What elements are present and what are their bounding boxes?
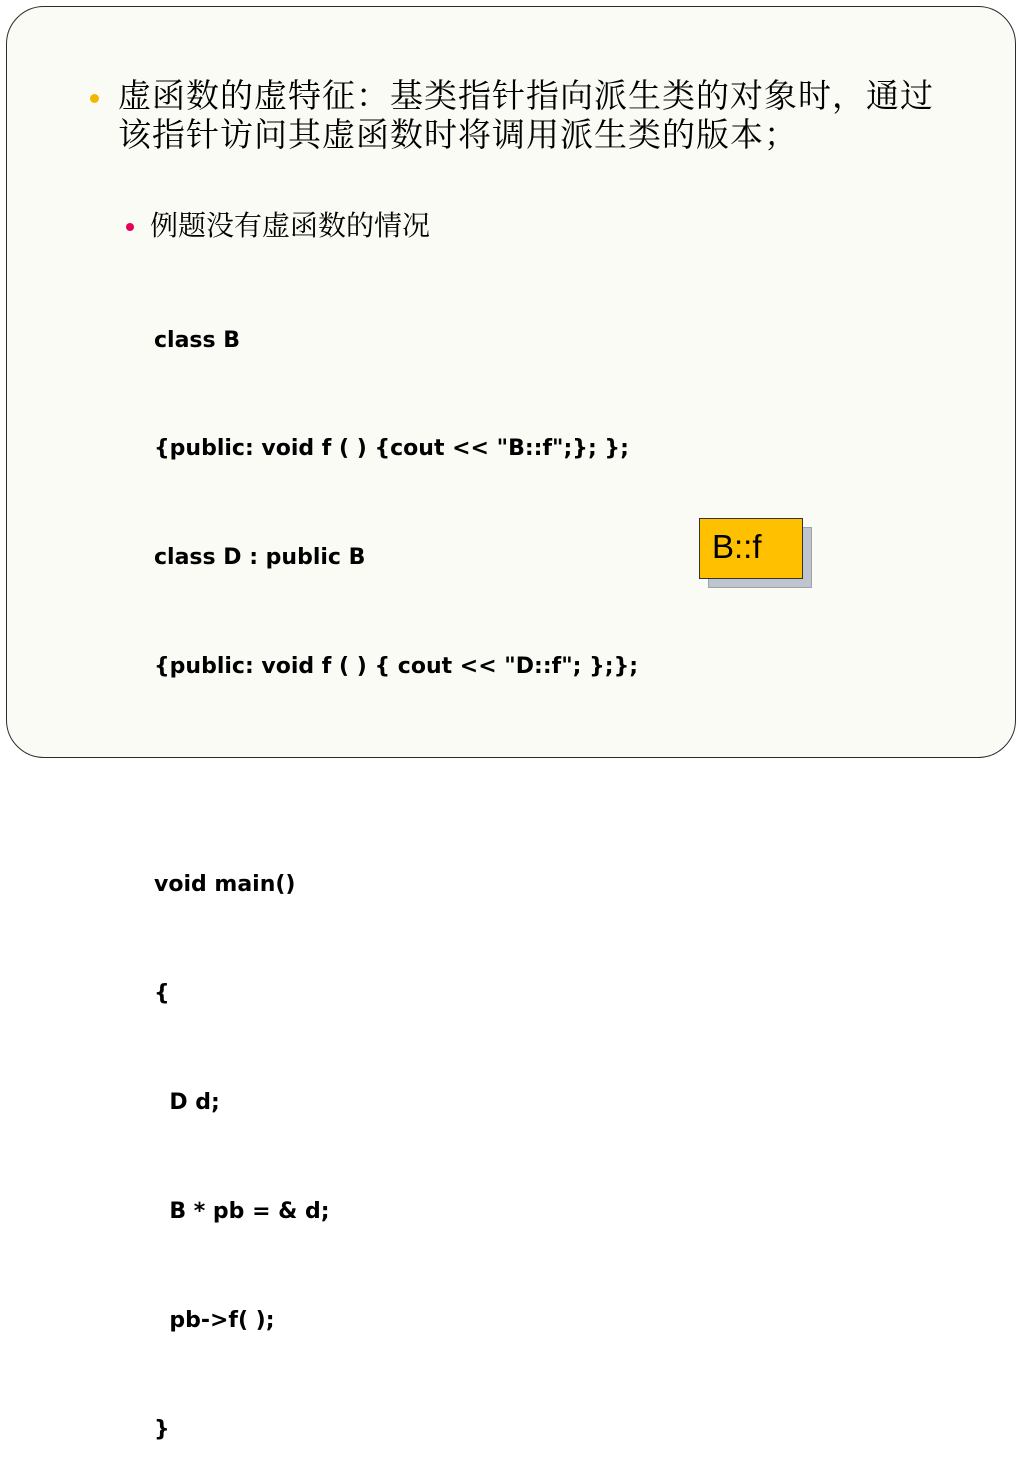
code-line: { — [154, 980, 170, 1006]
code-line: {public: void f ( ) {cout << "B::f";}; }; — [154, 436, 629, 462]
sub-bullet-text: 例题没有虚函数的情况 — [150, 209, 431, 242]
code-line: D d; — [154, 1089, 220, 1115]
code-line-blank — [154, 758, 638, 794]
code-block — [154, 250, 638, 1484]
code-line: class D : public B — [154, 545, 366, 571]
sub-bullet-dot-icon — [126, 223, 134, 231]
sub-bullet-example — [126, 209, 826, 243]
code-line: } — [154, 1416, 170, 1442]
code-line: B * pb = & d; — [154, 1198, 330, 1224]
code-line: {public: void f ( ) { cout << "D::f"; };}; — [154, 654, 639, 680]
code-line: class B — [154, 327, 241, 353]
bullet-virtual-function-feature — [90, 76, 950, 154]
code-line: void main() — [154, 872, 296, 898]
bullet-text: 虚函数的虚特征：基类指针指向派生类的对象时，通过该指针访问其虚函数时将调用派生类的版本； — [118, 76, 934, 154]
bullet-dot-icon — [90, 94, 99, 103]
code-line: pb->f( ); — [154, 1307, 275, 1333]
output-box: B::f — [699, 518, 803, 579]
